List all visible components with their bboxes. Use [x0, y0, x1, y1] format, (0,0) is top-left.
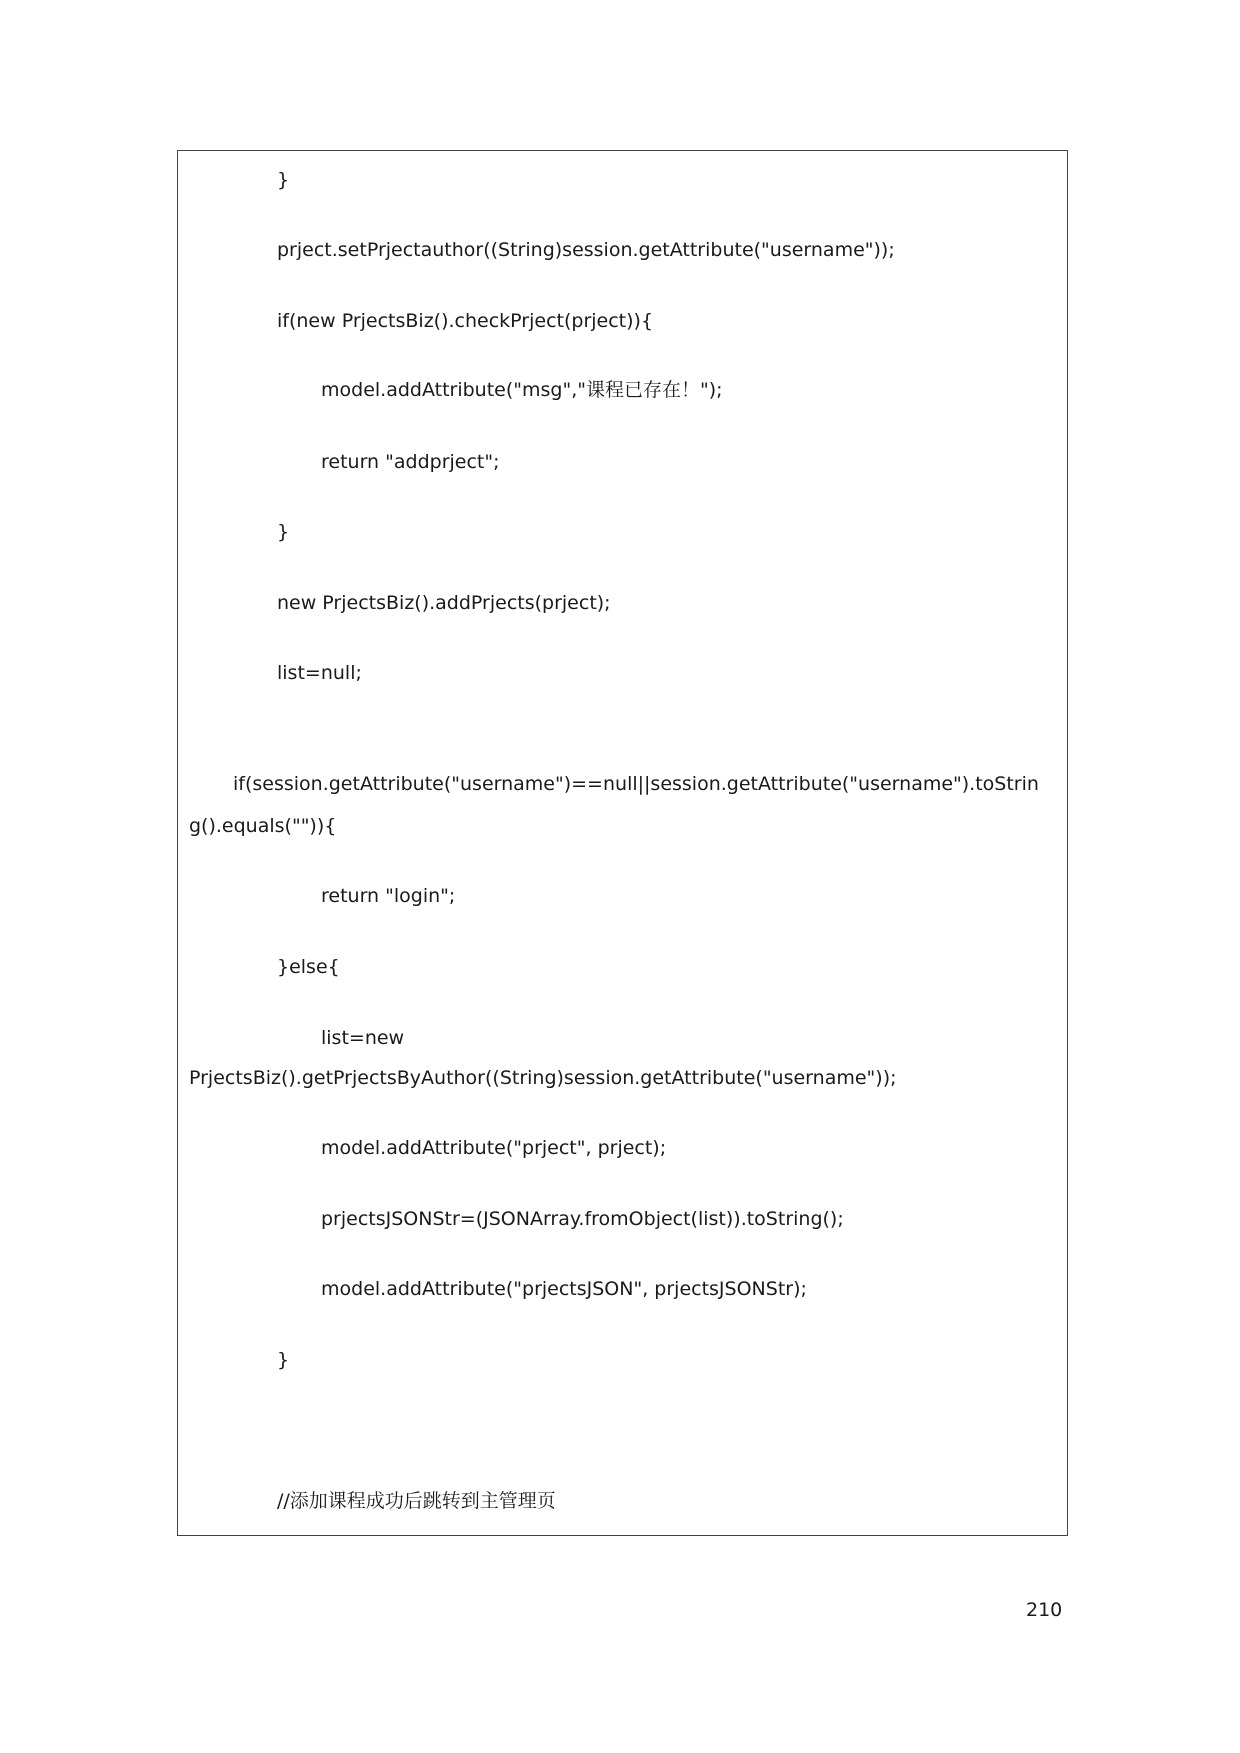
code-line: }: [277, 521, 290, 543]
code-line: model.addAttribute("prject", prject);: [321, 1137, 667, 1159]
code-line: }: [277, 1349, 290, 1371]
code-line: model.addAttribute("msg","课程已存在！");: [321, 379, 723, 401]
code-listing-box: [177, 150, 1068, 1536]
code-comment: //添加课程成功后跳转到主管理页: [277, 1490, 556, 1512]
code-line: model.addAttribute("prjectsJSON", prjectsJSONStr);: [321, 1278, 807, 1300]
code-line: }: [277, 169, 290, 191]
code-line: }else{: [277, 956, 340, 978]
page-number: 210: [1026, 1599, 1063, 1621]
code-line: prject.setPrjectauthor((String)session.getAttribute("username"));: [277, 239, 895, 261]
code-line: if(new PrjectsBiz().checkPrject(prject)){: [277, 310, 654, 332]
code-line: return "addprject";: [321, 451, 500, 473]
code-line: list=new: [321, 1027, 405, 1049]
code-line: g().equals("")){: [189, 815, 337, 837]
code-line: prjectsJSONStr=(JSONArray.fromObject(list)).toString();: [321, 1208, 844, 1230]
code-line: if(session.getAttribute("username")==null||session.getAttribute("username").toStrin: [233, 773, 1039, 795]
code-line: PrjectsBiz().getPrjectsByAuthor((String)session.getAttribute("username"));: [189, 1067, 897, 1089]
code-line: list=null;: [277, 662, 362, 684]
code-line: return "login";: [321, 885, 456, 907]
code-line: new PrjectsBiz().addPrjects(prject);: [277, 592, 611, 614]
